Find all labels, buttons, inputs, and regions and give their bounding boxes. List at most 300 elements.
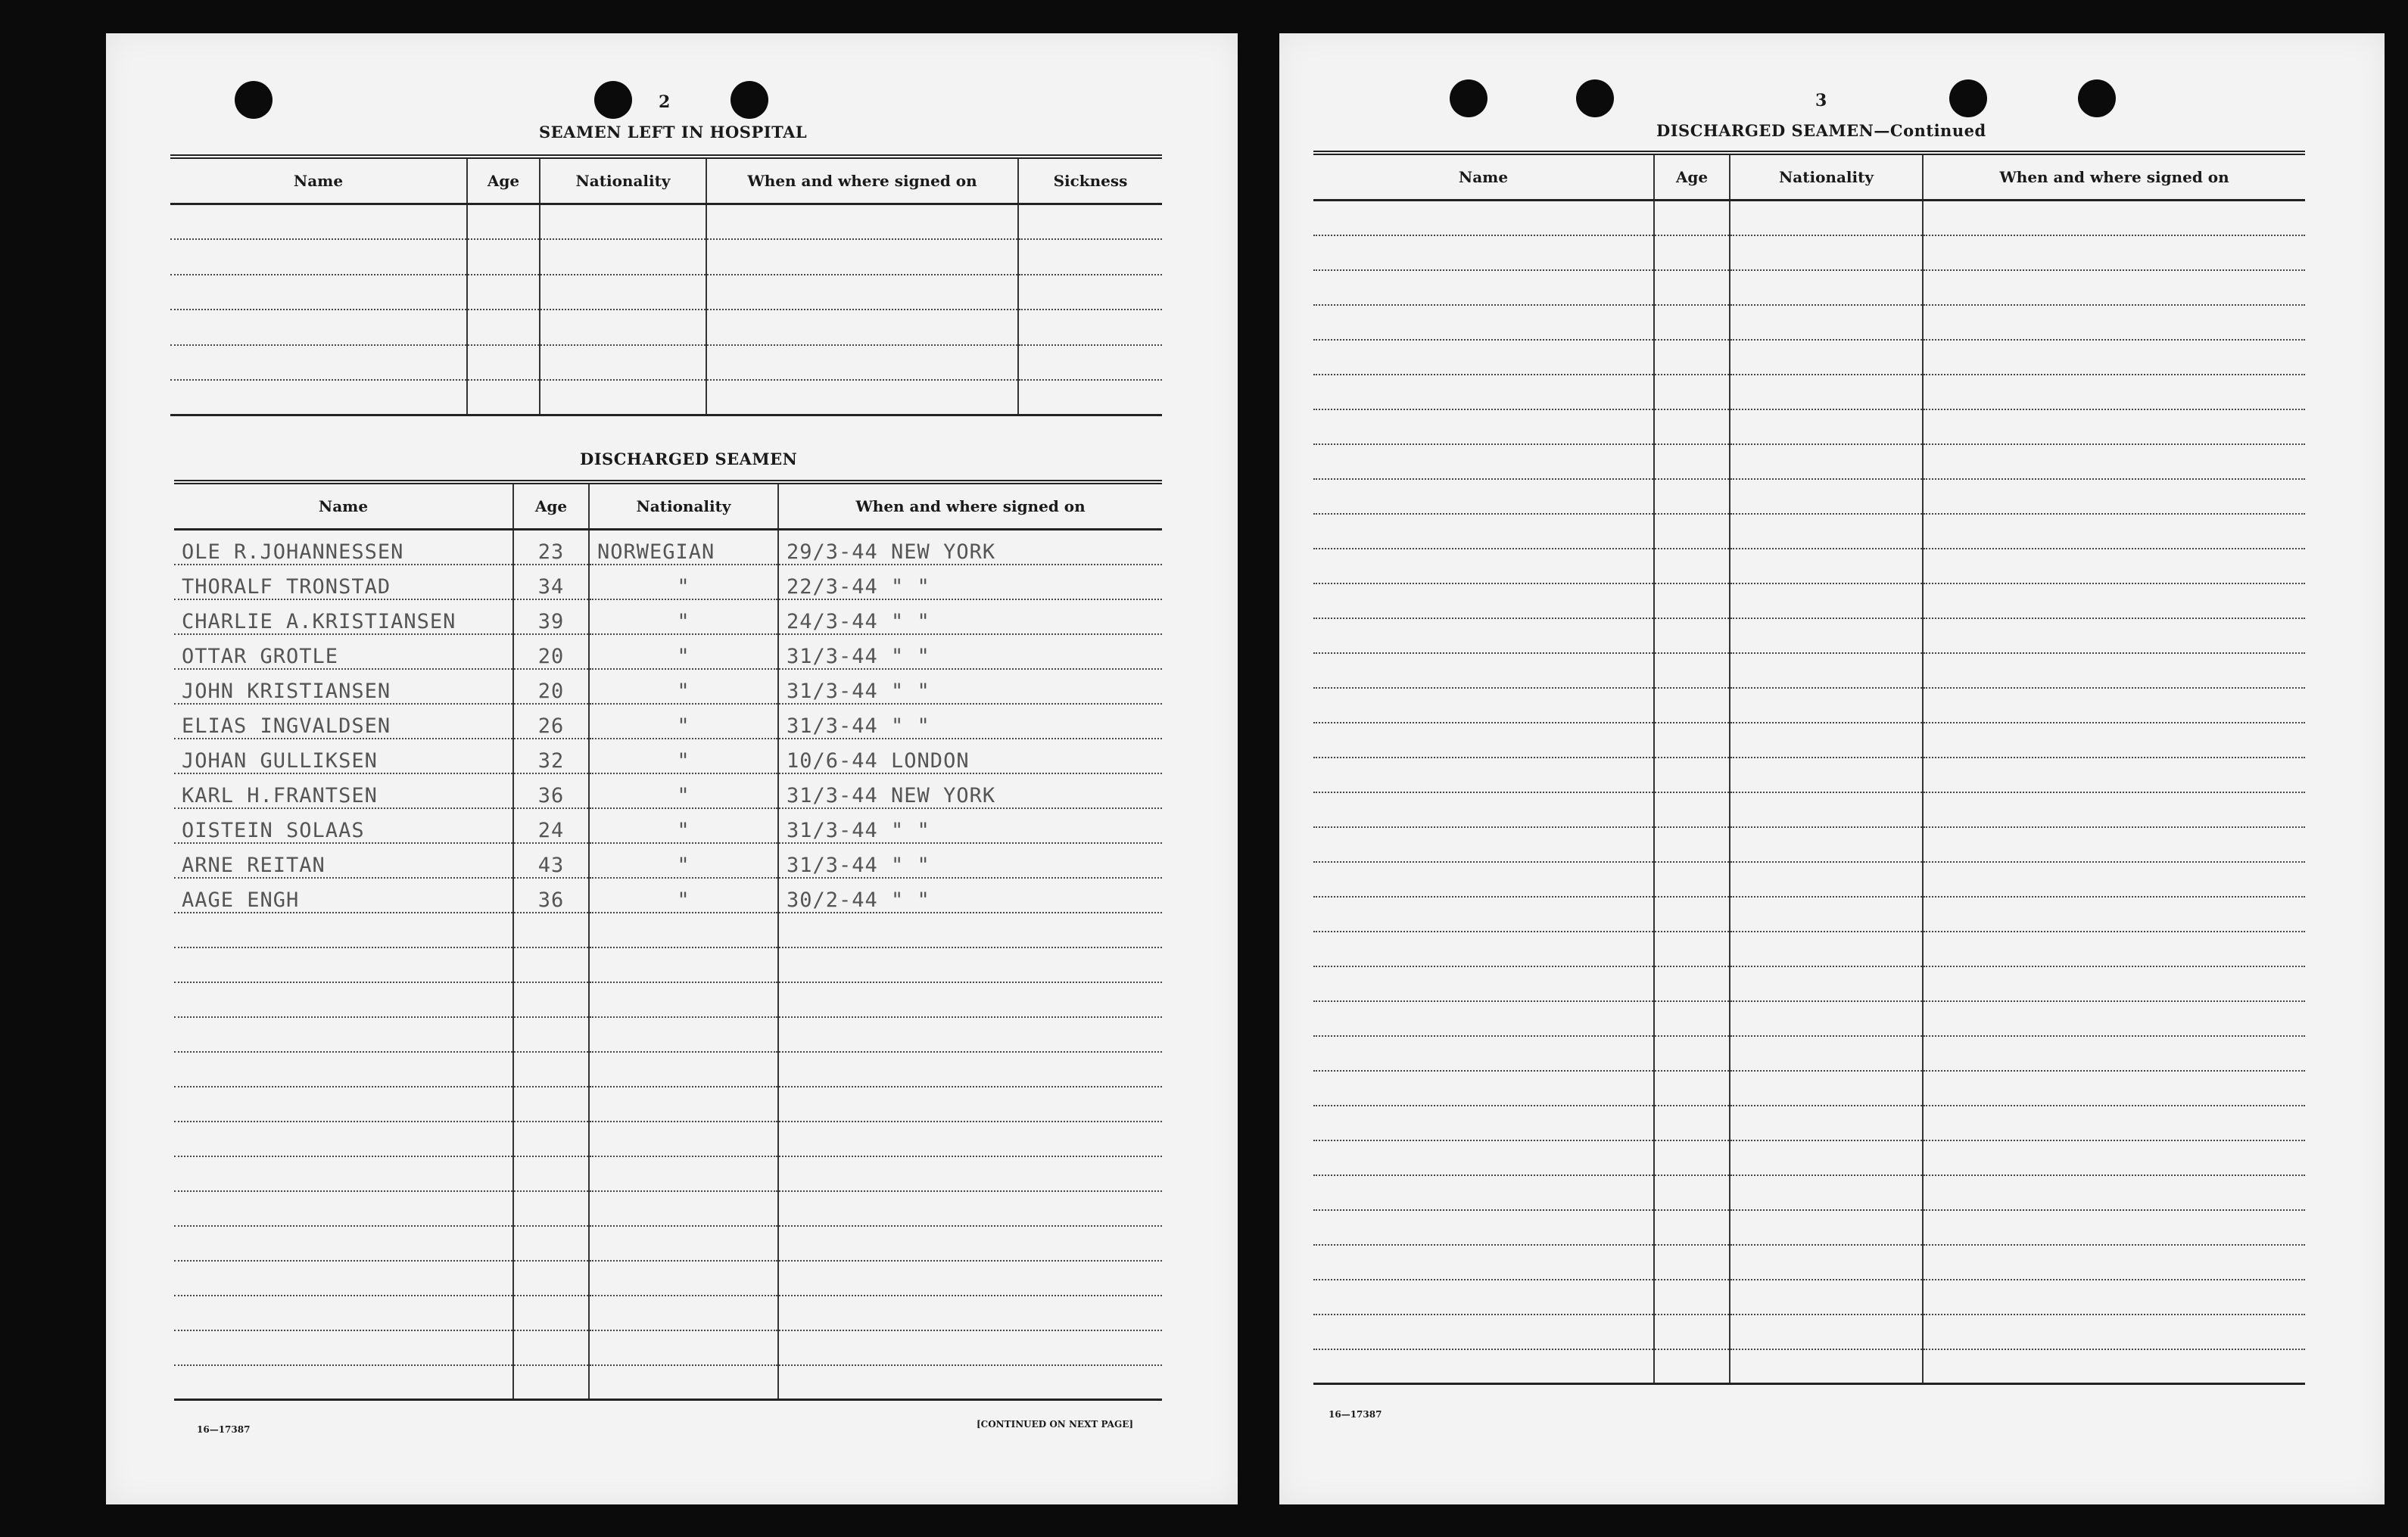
empty-cell [174, 1122, 513, 1156]
column-header: When and where signed on [778, 482, 1162, 530]
empty-cell [778, 1087, 1162, 1122]
empty-cell [1923, 1280, 2305, 1315]
left-page [106, 33, 1238, 1504]
empty-cell [1313, 897, 1654, 932]
empty-cell [589, 913, 778, 947]
cell-signed-on: 24/3-44 " " [778, 599, 1162, 634]
empty-cell [1923, 235, 2305, 270]
empty-cell [778, 947, 1162, 982]
empty-cell [1730, 792, 1923, 827]
continued-table [1313, 151, 2305, 1385]
empty-cell [174, 913, 513, 947]
punch-hole [730, 81, 768, 119]
empty-cell [1313, 618, 1654, 653]
empty-cell [1313, 583, 1654, 618]
empty-cell [174, 1087, 513, 1122]
empty-row [1313, 1001, 2305, 1036]
discharged-section-title: DISCHARGED SEAMEN [580, 450, 798, 468]
empty-cell [1730, 1315, 1923, 1349]
table-row [174, 599, 1162, 634]
empty-cell [778, 1017, 1162, 1052]
empty-cell [1018, 239, 1162, 275]
empty-cell [706, 275, 1018, 310]
hospital-table [170, 154, 1162, 416]
empty-cell [1654, 966, 1730, 1001]
cell-name: AAGE ENGH [174, 878, 513, 913]
empty-cell [1313, 549, 1654, 583]
cell-signed-on: 31/3-44 " " [778, 704, 1162, 739]
cell-signed-on: 31/3-44 " " [778, 843, 1162, 878]
empty-cell [1313, 827, 1654, 862]
empty-row [1313, 966, 2305, 1001]
empty-cell [174, 1191, 513, 1226]
cell-age: 20 [513, 634, 589, 669]
empty-cell [1730, 966, 1923, 1001]
cell-signed-on: 31/3-44 " " [778, 634, 1162, 669]
empty-cell [1730, 862, 1923, 897]
empty-cell [1923, 792, 2305, 827]
empty-row [174, 1156, 1162, 1191]
empty-cell [1923, 1315, 2305, 1349]
cell-name: KARL H.FRANTSEN [174, 773, 513, 808]
empty-cell [589, 1261, 778, 1296]
empty-cell [1654, 618, 1730, 653]
empty-row [174, 1226, 1162, 1261]
empty-cell [1654, 1280, 1730, 1315]
title-main: DISCHARGED SEAMEN [1656, 121, 1874, 140]
empty-cell [1313, 1140, 1654, 1175]
empty-row [174, 1191, 1162, 1226]
cell-age: 23 [513, 530, 589, 565]
empty-row [1313, 862, 2305, 897]
empty-cell [513, 1087, 589, 1122]
empty-cell [589, 947, 778, 982]
empty-cell [467, 310, 540, 345]
empty-cell [1923, 1140, 2305, 1175]
empty-cell [513, 1261, 589, 1296]
cell-nationality: " [589, 599, 778, 634]
empty-cell [1654, 514, 1730, 549]
cell-signed-on: 31/3-44 " " [778, 808, 1162, 843]
empty-cell [174, 1365, 513, 1400]
empty-cell [513, 1296, 589, 1330]
empty-cell [1730, 1106, 1923, 1140]
empty-cell [1313, 1210, 1654, 1245]
column-header: Name [170, 157, 467, 204]
empty-cell [1313, 862, 1654, 897]
empty-cell [1923, 653, 2305, 688]
cell-age: 26 [513, 704, 589, 739]
continued-note: [CONTINUED ON NEXT PAGE] [977, 1419, 1134, 1430]
cell-signed-on: 31/3-44 NEW YORK [778, 773, 1162, 808]
empty-cell [174, 982, 513, 1017]
empty-cell [778, 1365, 1162, 1400]
empty-cell [778, 1226, 1162, 1261]
table-row [174, 530, 1162, 565]
empty-cell [1923, 444, 2305, 479]
empty-row [1313, 201, 2305, 235]
empty-cell [1313, 270, 1654, 305]
cell-name: OISTEIN SOLAAS [174, 808, 513, 843]
cell-age: 24 [513, 808, 589, 843]
empty-row [174, 982, 1162, 1017]
empty-cell [1654, 201, 1730, 235]
cell-age: 39 [513, 599, 589, 634]
empty-row [174, 1087, 1162, 1122]
empty-cell [1654, 1071, 1730, 1106]
empty-cell [1654, 1315, 1730, 1349]
empty-cell [1730, 1280, 1923, 1315]
empty-cell [706, 345, 1018, 381]
empty-row [1313, 1036, 2305, 1071]
empty-cell [1018, 345, 1162, 381]
empty-cell [778, 913, 1162, 947]
empty-cell [1018, 204, 1162, 240]
cell-nationality: " [589, 704, 778, 739]
empty-row [174, 1365, 1162, 1400]
empty-cell [1923, 201, 2305, 235]
empty-cell [1654, 1001, 1730, 1036]
empty-cell [589, 1191, 778, 1226]
title-suffix: —Continued [1874, 121, 1986, 140]
empty-cell [1730, 375, 1923, 409]
discharged-table [174, 480, 1162, 1401]
empty-cell [1730, 305, 1923, 340]
empty-row [1313, 1315, 2305, 1349]
cell-age: 36 [513, 878, 589, 913]
form-number: 16—17387 [197, 1424, 251, 1435]
empty-cell [1654, 1210, 1730, 1245]
punch-hole [1450, 79, 1487, 117]
empty-cell [1730, 758, 1923, 792]
empty-row [170, 204, 1162, 240]
empty-cell [778, 982, 1162, 1017]
column-header: Nationality [1730, 153, 1923, 201]
empty-cell [170, 239, 467, 275]
table-row [174, 808, 1162, 843]
column-header: Nationality [589, 482, 778, 530]
empty-cell [467, 275, 540, 310]
empty-cell [589, 1365, 778, 1400]
empty-cell [1313, 758, 1654, 792]
cell-nationality: " [589, 669, 778, 704]
column-header: Name [174, 482, 513, 530]
cell-nationality: " [589, 808, 778, 843]
empty-cell [1654, 340, 1730, 375]
empty-cell [513, 1052, 589, 1087]
empty-cell [1923, 549, 2305, 583]
empty-cell [1730, 897, 1923, 932]
empty-cell [1654, 444, 1730, 479]
empty-cell [1923, 827, 2305, 862]
empty-row [174, 1296, 1162, 1330]
empty-cell [513, 1156, 589, 1191]
empty-cell [1313, 966, 1654, 1001]
empty-row [174, 947, 1162, 982]
empty-cell [1730, 1210, 1923, 1245]
empty-cell [1923, 618, 2305, 653]
empty-cell [170, 204, 467, 240]
empty-cell [589, 1122, 778, 1156]
empty-cell [589, 1156, 778, 1191]
empty-cell [174, 1052, 513, 1087]
empty-cell [1730, 618, 1923, 653]
empty-cell [540, 380, 706, 415]
empty-cell [589, 1226, 778, 1261]
cell-signed-on: 29/3-44 NEW YORK [778, 530, 1162, 565]
empty-row [1313, 270, 2305, 305]
empty-cell [1313, 1349, 1654, 1384]
empty-cell [467, 239, 540, 275]
empty-cell [1923, 1036, 2305, 1071]
empty-cell [1654, 758, 1730, 792]
empty-cell [467, 380, 540, 415]
empty-cell [1923, 966, 2305, 1001]
empty-cell [1313, 340, 1654, 375]
empty-cell [1313, 409, 1654, 444]
empty-row [1313, 1349, 2305, 1384]
empty-cell [1923, 583, 2305, 618]
empty-cell [1923, 375, 2305, 409]
punch-hole [594, 81, 632, 119]
empty-cell [1730, 549, 1923, 583]
empty-row [1313, 723, 2305, 758]
empty-cell [1313, 1036, 1654, 1071]
cell-name: JOHAN GULLIKSEN [174, 739, 513, 773]
empty-row [170, 310, 1162, 345]
empty-row [1313, 409, 2305, 444]
empty-cell [1313, 235, 1654, 270]
empty-row [174, 1261, 1162, 1296]
right-page [1279, 33, 2385, 1504]
empty-cell [513, 1122, 589, 1156]
empty-row [170, 345, 1162, 381]
empty-cell [778, 1122, 1162, 1156]
empty-row [1313, 1071, 2305, 1106]
empty-cell [513, 1017, 589, 1052]
empty-cell [1654, 1036, 1730, 1071]
empty-cell [1654, 827, 1730, 862]
punch-hole [1949, 79, 1987, 117]
punch-hole [1576, 79, 1614, 117]
empty-cell [1313, 792, 1654, 827]
empty-cell [778, 1052, 1162, 1087]
table-row [174, 843, 1162, 878]
empty-row [174, 1052, 1162, 1087]
empty-cell [170, 310, 467, 345]
cell-nationality: " [589, 878, 778, 913]
empty-cell [1923, 723, 2305, 758]
cell-signed-on: 22/3-44 " " [778, 565, 1162, 599]
cell-name: OTTAR GROTLE [174, 634, 513, 669]
empty-row [1313, 1106, 2305, 1140]
table-row [174, 878, 1162, 913]
empty-cell [706, 239, 1018, 275]
empty-cell [540, 345, 706, 381]
empty-cell [1654, 583, 1730, 618]
cell-signed-on: 30/2-44 " " [778, 878, 1162, 913]
table-row [174, 739, 1162, 773]
empty-cell [1018, 275, 1162, 310]
column-header: When and where signed on [1923, 153, 2305, 201]
cell-name: OLE R.JOHANNESSEN [174, 530, 513, 565]
column-header: Name [1313, 153, 1654, 201]
empty-row [1313, 549, 2305, 583]
cell-name: THORALF TRONSTAD [174, 565, 513, 599]
empty-cell [170, 275, 467, 310]
empty-row [1313, 375, 2305, 409]
empty-cell [1923, 270, 2305, 305]
table-row [174, 669, 1162, 704]
empty-cell [1313, 1001, 1654, 1036]
empty-cell [1654, 1349, 1730, 1384]
empty-cell [1654, 862, 1730, 897]
empty-cell [778, 1296, 1162, 1330]
empty-cell [778, 1330, 1162, 1365]
empty-row [1313, 514, 2305, 549]
cell-nationality: NORWEGIAN [589, 530, 778, 565]
empty-cell [1730, 1245, 1923, 1280]
empty-row [1313, 653, 2305, 688]
empty-cell [589, 1296, 778, 1330]
empty-cell [174, 1156, 513, 1191]
empty-cell [513, 913, 589, 947]
empty-cell [1730, 688, 1923, 723]
empty-cell [1923, 1245, 2305, 1280]
empty-cell [1654, 688, 1730, 723]
empty-cell [1923, 1106, 2305, 1140]
cell-age: 32 [513, 739, 589, 773]
empty-cell [589, 982, 778, 1017]
empty-row [170, 380, 1162, 415]
empty-cell [1923, 305, 2305, 340]
empty-cell [1730, 409, 1923, 444]
empty-cell [1730, 201, 1923, 235]
empty-cell [1654, 932, 1730, 966]
empty-cell [1923, 932, 2305, 966]
empty-cell [1654, 549, 1730, 583]
empty-cell [1923, 1349, 2305, 1384]
column-header: Age [467, 157, 540, 204]
empty-row [174, 1122, 1162, 1156]
empty-row [1313, 758, 2305, 792]
empty-cell [513, 982, 589, 1017]
empty-cell [1923, 1001, 2305, 1036]
empty-row [1313, 897, 2305, 932]
empty-row [170, 275, 1162, 310]
hospital-section-title: SEAMEN LEFT IN HOSPITAL [539, 123, 808, 142]
empty-row [1313, 932, 2305, 966]
cell-age: 43 [513, 843, 589, 878]
empty-cell [1923, 897, 2305, 932]
empty-cell [540, 310, 706, 345]
empty-cell [706, 204, 1018, 240]
cell-name: CHARLIE A.KRISTIANSEN [174, 599, 513, 634]
cell-nationality: " [589, 634, 778, 669]
empty-cell [1654, 1140, 1730, 1175]
empty-cell [1730, 1175, 1923, 1210]
cell-signed-on: 31/3-44 " " [778, 669, 1162, 704]
empty-cell [1730, 270, 1923, 305]
empty-cell [467, 204, 540, 240]
empty-cell [1730, 1001, 1923, 1036]
empty-row [170, 239, 1162, 275]
empty-cell [706, 380, 1018, 415]
empty-cell [589, 1087, 778, 1122]
empty-cell [540, 275, 706, 310]
empty-cell [1654, 305, 1730, 340]
empty-cell [1730, 444, 1923, 479]
empty-cell [1313, 201, 1654, 235]
empty-cell [540, 204, 706, 240]
column-header: Sickness [1018, 157, 1162, 204]
empty-cell [778, 1261, 1162, 1296]
discharged-continued-title [1656, 121, 1986, 140]
cell-nationality: " [589, 843, 778, 878]
empty-cell [1654, 409, 1730, 444]
empty-row [1313, 792, 2305, 827]
table-row [174, 634, 1162, 669]
empty-row [174, 1017, 1162, 1052]
page-number: 2 [659, 92, 671, 112]
empty-cell [1730, 1071, 1923, 1106]
empty-cell [1730, 583, 1923, 618]
table-row [174, 773, 1162, 808]
page-number: 3 [1815, 91, 1827, 110]
empty-cell [1730, 479, 1923, 514]
empty-cell [1730, 932, 1923, 966]
column-header: Age [513, 482, 589, 530]
punch-hole [235, 81, 273, 119]
empty-cell [1730, 723, 1923, 758]
empty-cell [1313, 375, 1654, 409]
empty-cell [174, 1017, 513, 1052]
empty-row [1313, 618, 2305, 653]
table-row [174, 704, 1162, 739]
empty-row [174, 913, 1162, 947]
empty-cell [1654, 375, 1730, 409]
empty-cell [174, 1330, 513, 1365]
empty-cell [1923, 1071, 2305, 1106]
cell-name: ELIAS INGVALDSEN [174, 704, 513, 739]
empty-cell [706, 310, 1018, 345]
empty-cell [540, 239, 706, 275]
empty-cell [513, 947, 589, 982]
empty-cell [1313, 1245, 1654, 1280]
form-number: 16—17387 [1329, 1409, 1382, 1420]
empty-cell [1923, 340, 2305, 375]
empty-cell [1018, 310, 1162, 345]
empty-cell [1730, 1140, 1923, 1175]
empty-cell [1730, 235, 1923, 270]
empty-cell [1313, 1106, 1654, 1140]
empty-cell [1654, 653, 1730, 688]
empty-cell [174, 947, 513, 982]
empty-cell [1923, 1175, 2305, 1210]
column-header: When and where signed on [706, 157, 1018, 204]
cell-nationality: " [589, 739, 778, 773]
empty-row [1313, 827, 2305, 862]
empty-row [1313, 1175, 2305, 1210]
empty-cell [1730, 653, 1923, 688]
empty-cell [1923, 479, 2305, 514]
empty-cell [513, 1365, 589, 1400]
empty-cell [1313, 653, 1654, 688]
cell-age: 36 [513, 773, 589, 808]
empty-cell [1654, 723, 1730, 758]
empty-row [1313, 1245, 2305, 1280]
empty-row [174, 1330, 1162, 1365]
